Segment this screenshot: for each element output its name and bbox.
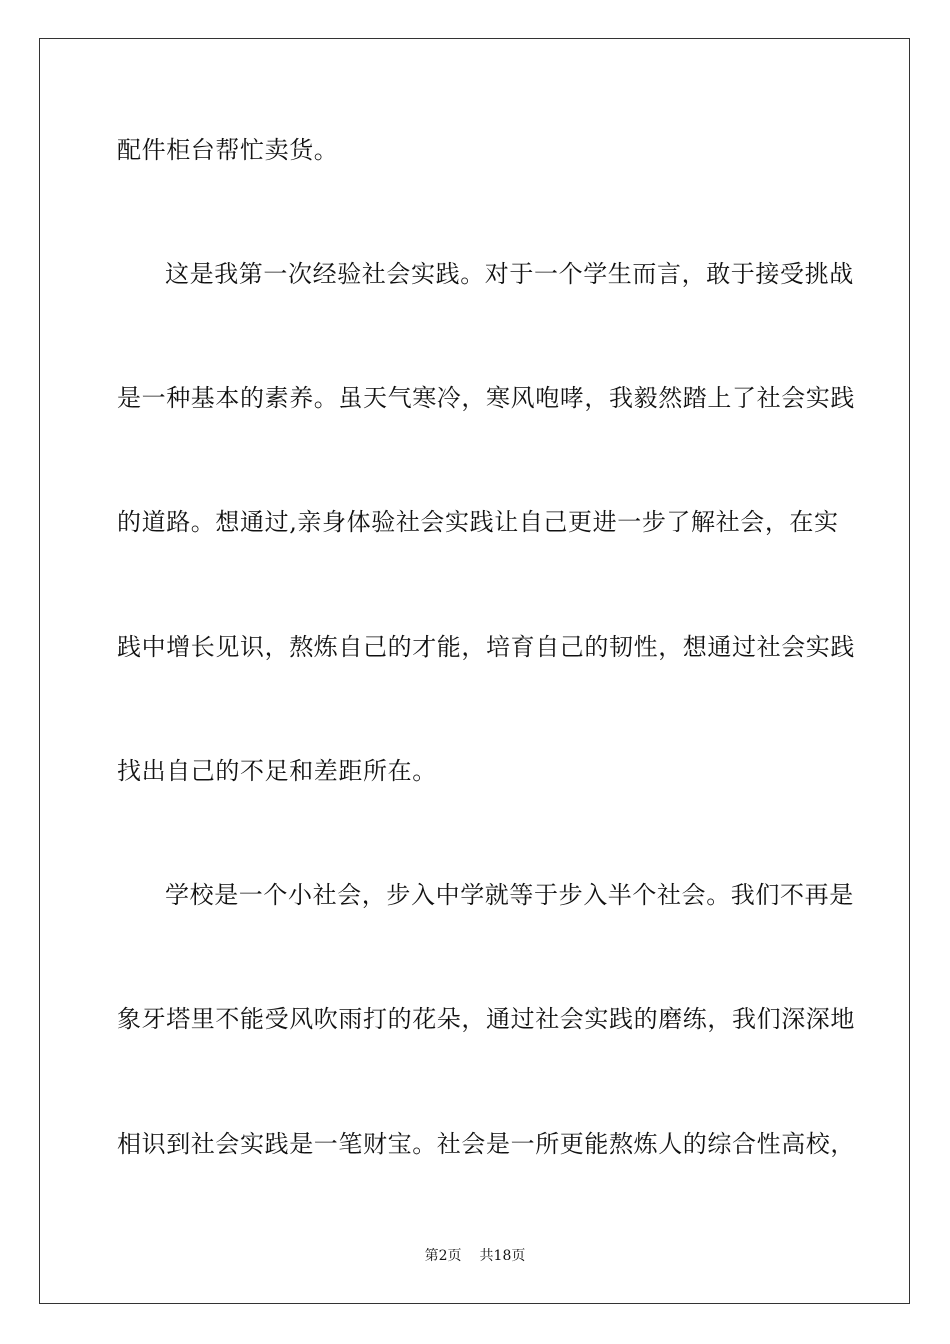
- paragraph-line: 象牙塔里不能受风吹雨打的花朵，通过社会实践的磨练，我们深深地: [117, 1005, 855, 1033]
- page-number: 第2页: [424, 1248, 462, 1264]
- paragraph-line: 配件柜台帮忙卖货。: [117, 136, 339, 164]
- paragraph-line: 相识到社会实践是一笔财宝。社会是一所更能熬炼人的综合性高校，: [117, 1130, 855, 1158]
- paragraph-line: 找出自己的不足和差距所在。: [117, 757, 437, 785]
- paragraph-line: 的道路。想通过,亲身体验社会实践让自己更进一步了解社会，在实: [117, 508, 839, 536]
- page-total: 共18页: [479, 1248, 526, 1264]
- page-footer: [0, 1246, 950, 1266]
- paragraph-line: 是一种基本的素养。虽天气寒冷，寒风咆哮，我毅然踏上了社会实践: [117, 384, 855, 412]
- paragraph-line: 践中增长见识，熬炼自己的才能，培育自己的韧性，想通过社会实践: [117, 633, 855, 661]
- paragraph-line: 这是我第一次经验社会实践。对于一个学生而言，敢于接受挑战: [165, 260, 854, 288]
- page-border: [39, 38, 910, 1304]
- paragraph-line: 学校是一个小社会，步入中学就等于步入半个社会。我们不再是: [165, 881, 854, 909]
